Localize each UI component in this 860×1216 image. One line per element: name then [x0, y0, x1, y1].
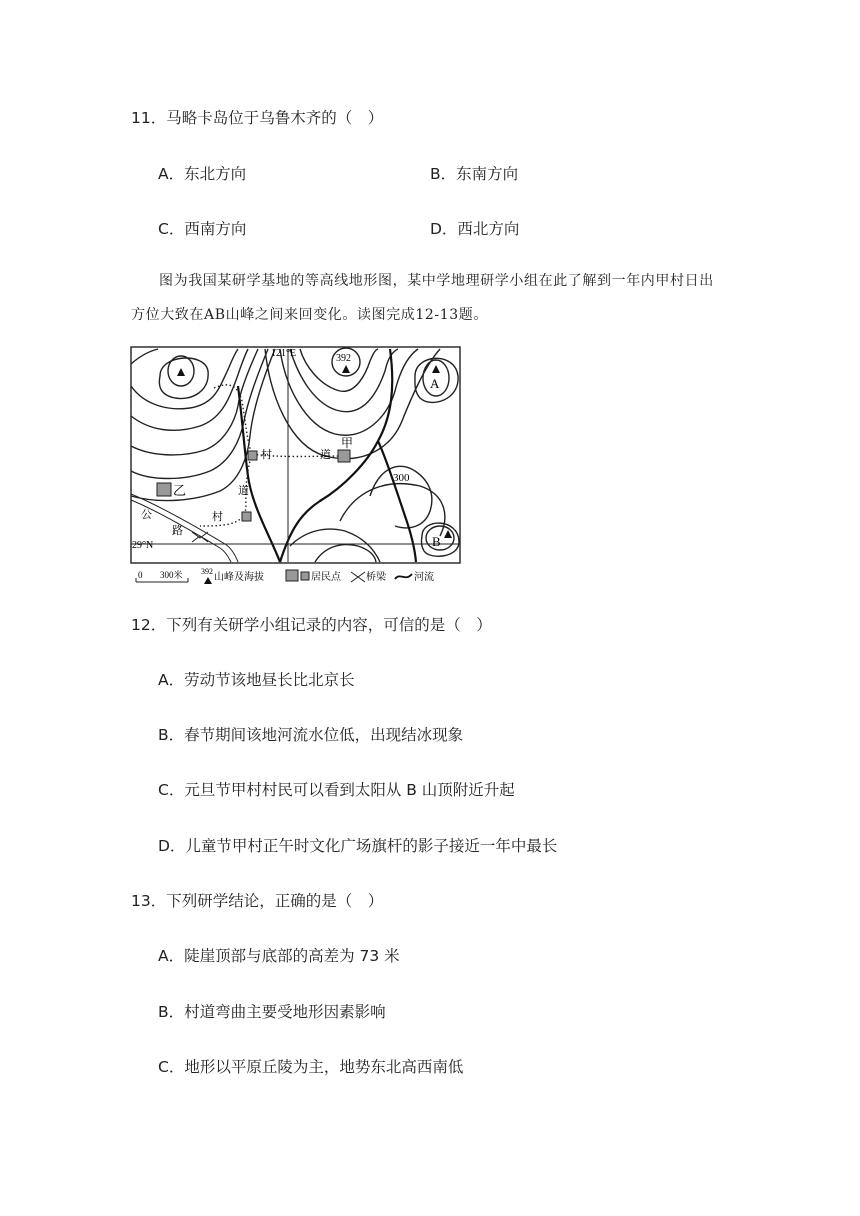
scale-zero-label: 0: [138, 570, 143, 580]
q11-option-c: C．西南方向: [158, 220, 247, 238]
road-label-4: 村: [212, 511, 223, 523]
road-label-3: 道: [238, 485, 249, 497]
settlement-road-top: [248, 451, 257, 460]
legend-river-text: 河流: [414, 572, 434, 583]
legend-bridge-text: 桥梁: [366, 572, 386, 583]
peak-392-label: 392: [336, 353, 351, 364]
settlement-road-bottom: [242, 512, 251, 521]
road-label-2: 道: [320, 449, 331, 461]
longitude-label: 121°E: [271, 348, 297, 359]
map-intro-paragraph: 图为我国某研学基地的等高线地形图，某中学地理研学小组在此了解到一年内甲村日出方位大致在AB山峰之间来回变化。读图完成12-13题。: [131, 273, 714, 323]
latitude-label: 29°N: [132, 540, 154, 551]
map-legend: [136, 567, 434, 584]
legend-peak-text: 山峰及海拔: [214, 572, 264, 583]
legend-river-icon: [395, 574, 412, 579]
q12-option-c: C．元旦节甲村村民可以看到太阳从 B 山顶附近升起: [158, 781, 515, 799]
settlement-yi: [157, 483, 171, 496]
q11-option-b: B．东南方向: [430, 165, 519, 183]
q12-option-a: A．劳动节该地昼长比北京长: [158, 671, 355, 689]
q13-option-b: B．村道弯曲主要受地形因素影响: [158, 1003, 386, 1021]
highway-label-2: 路: [172, 525, 183, 537]
highway-label-1: 公: [141, 509, 152, 521]
q11-stem: 11．马略卡岛位于乌鲁木齐的（ ）: [131, 109, 384, 127]
scale-distance-label: 300米: [160, 570, 183, 580]
q11-option-a: A．东北方向: [158, 165, 247, 183]
contour-map: [130, 346, 462, 590]
legend-bridge-icon: [351, 572, 365, 582]
legend-settlement-small-icon: [301, 572, 309, 580]
settlement-jia: [338, 450, 350, 462]
village-jia-label: 甲: [341, 436, 354, 450]
q11-option-d: D．西北方向: [430, 220, 520, 238]
legend-peak-number: 392: [201, 567, 213, 576]
q13-stem: 13．下列研学结论，正确的是（ ）: [131, 892, 384, 910]
q12-option-b: B．春节期间该地河流水位低，出现结冰现象: [158, 726, 464, 744]
legend-peak-icon: [204, 577, 212, 584]
q12-option-d: D．儿童节甲村正午时文化广场旗杆的影子接近一年中最长: [158, 837, 558, 855]
road-label-1: 村: [261, 449, 272, 461]
legend-settlement-large-icon: [286, 570, 298, 581]
q13-option-c: C．地形以平原丘陵为主，地势东北高西南低: [158, 1058, 464, 1076]
q13-option-a: A．陡崖顶部与底部的高差为 73 米: [158, 947, 400, 965]
contour-300-label: 300: [393, 472, 410, 484]
village-yi-label: 乙: [173, 483, 187, 498]
legend-settlement-text: 居民点: [311, 572, 341, 583]
q12-stem: 12．下列有关研学小组记录的内容，可信的是（ ）: [131, 616, 492, 634]
peak-b-label: B: [432, 534, 441, 549]
peak-a-label: A: [430, 376, 440, 391]
